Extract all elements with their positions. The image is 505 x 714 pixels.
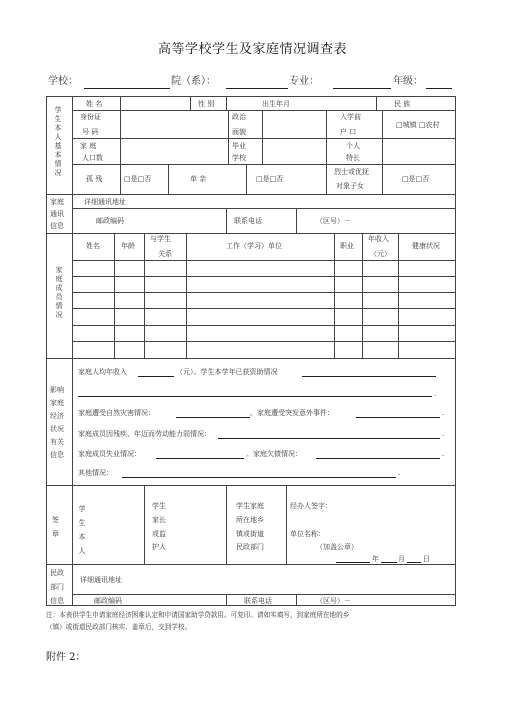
note-line-1: 注：本表供学生申请家庭经济困难认定和申请国家助学贷款用。可复印。请如实填写，到家庭所在地的乡 — [46, 611, 350, 619]
martyr-label-2: 对象子女 — [336, 182, 364, 190]
family-label-1: 家 庭 — [80, 142, 97, 150]
sign-guardian-4: 护人 — [152, 543, 166, 551]
contact-phone-label: 联系电话 — [234, 217, 262, 225]
page-title: 高等学校学生及家庭情况调查表 — [157, 42, 347, 57]
basic-section-label: 学生本人基本情况 — [54, 106, 62, 177]
economy-section-label-5: 有关 — [50, 438, 64, 446]
economy-aid-label: （元）。学生本学年已获资助情况 — [176, 368, 278, 376]
economy-debt-field[interactable] — [316, 458, 440, 459]
sign-student-label: 学生本人 — [78, 505, 86, 555]
civil-section-label-3: 信息 — [50, 597, 64, 605]
economy-income-label: 家庭人均年收入 — [78, 368, 127, 376]
economy-section-label-1: 影响 — [50, 386, 64, 394]
hukou-label-2: 户 口 — [340, 128, 357, 136]
college-label: 院（系）： — [171, 76, 216, 87]
members-income-header-2: （元） — [370, 250, 391, 258]
talent-label-2: 特长 — [346, 154, 360, 162]
sign-seal-label: （加盖公章） — [316, 543, 358, 551]
members-section-label: 家庭成员情况 — [55, 266, 63, 319]
sign-section-label-2: 章 — [52, 530, 59, 538]
school-label: 学校： — [48, 76, 78, 87]
members-relation-header-2: 关系 — [158, 250, 172, 258]
family-label-2: 人口数 — [82, 154, 103, 162]
economy-aid-field-2[interactable] — [78, 396, 432, 397]
school-field[interactable] — [84, 88, 170, 89]
members-work-header: 工作（学习）单位 — [226, 242, 282, 250]
college-field[interactable] — [226, 88, 288, 89]
hukou-label-1: 入学前 — [340, 113, 361, 121]
sign-civil-1: 学生家庭 — [236, 502, 264, 510]
civil-phone-label: 联系电话 — [244, 597, 272, 605]
civil-address-label: 详细通讯地址 — [80, 576, 122, 584]
economy-other-label: 其他情况： — [78, 469, 113, 477]
civil-postcode-label: 邮政编码 — [94, 597, 122, 605]
orphan-label: 孤 残 — [86, 175, 103, 183]
economy-other-field[interactable] — [122, 477, 396, 478]
economy-unemployed-field[interactable] — [156, 458, 244, 459]
sign-year-field[interactable] — [336, 562, 370, 563]
economy-section-label-6: 信息 — [50, 451, 64, 459]
grade-field[interactable] — [426, 88, 452, 89]
martyr-options[interactable]: □是□否 — [402, 175, 430, 183]
economy-section-label-4: 状况 — [50, 425, 64, 433]
sign-year-label: 年 — [372, 555, 379, 563]
economy-section-label-2: 家庭 — [50, 399, 64, 407]
school-grad-label-2: 学校 — [232, 154, 246, 162]
sign-guardian-3: 或监 — [152, 530, 166, 538]
sign-guardian-2: 家长 — [152, 516, 166, 524]
ethnicity-label: 民 族 — [394, 100, 411, 108]
members-job-header: 职业 — [340, 242, 354, 250]
economy-disaster-label: 家庭遭受自然灾害情况： — [78, 409, 155, 417]
grade-label: 年级： — [393, 76, 423, 87]
single-label: 单 亲 — [190, 175, 207, 183]
civil-area-code[interactable]: （区号）－ — [316, 597, 351, 605]
name-label: 姓 名 — [86, 100, 103, 108]
id-label-2: 号 码 — [82, 128, 99, 136]
economy-disaster-field[interactable] — [176, 417, 250, 418]
sign-unit-label: 单位名称： — [290, 530, 325, 538]
economy-unemployed-label: 家庭成员失业情况： — [78, 450, 141, 458]
gender-label: 性 别 — [198, 100, 215, 108]
single-options[interactable]: □是□否 — [256, 175, 284, 183]
birth-label: 出生年月 — [262, 100, 290, 108]
major-label: 专业： — [289, 76, 319, 87]
sign-section-label-1: 签 — [52, 516, 59, 524]
political-label-1: 政治 — [232, 113, 246, 121]
sign-day-label: 日 — [423, 555, 430, 563]
members-health-header: 健康状况 — [412, 242, 440, 250]
political-label-2: 面貌 — [232, 128, 246, 136]
contact-section-label-2: 通讯 — [50, 210, 64, 218]
civil-section-label-1: 民政 — [50, 569, 64, 577]
talent-label-1: 个人 — [346, 142, 360, 150]
economy-section-label-3: 经济 — [50, 412, 64, 420]
contact-section-label-1: 家庭 — [50, 198, 64, 206]
sign-month-field[interactable] — [381, 562, 397, 563]
school-grad-label-1: 毕业 — [232, 142, 246, 150]
sign-civil-2: 所在地乡 — [236, 516, 264, 524]
orphan-options[interactable]: □是□否 — [124, 175, 152, 183]
contact-area-code[interactable]: （区号）－ — [316, 217, 351, 225]
sign-civil-3: 镇或街道 — [236, 530, 264, 538]
members-relation-header-1: 与学生 — [150, 235, 171, 243]
contact-postcode-label: 邮政编码 — [96, 217, 124, 225]
economy-income-field[interactable] — [138, 376, 174, 377]
economy-accident-label: 。家庭遭受突发意外事件： — [250, 409, 334, 417]
contact-address-label: 详细通讯地址 — [84, 198, 126, 206]
hukou-options[interactable]: □城镇 □农村 — [396, 121, 440, 129]
note-line-2: （镇）或街道民政部门核实、盖章后，交到学校。 — [46, 623, 192, 631]
economy-aid-field[interactable] — [302, 376, 436, 377]
civil-section-label-2: 部门 — [50, 583, 64, 591]
major-field[interactable] — [333, 88, 391, 89]
sign-day-field[interactable] — [407, 562, 421, 563]
id-label-1: 身份证 — [80, 113, 101, 121]
economy-disability-label: 家庭成员因残疾、年迈而劳动能力弱情况： — [78, 430, 211, 438]
economy-accident-field[interactable] — [356, 417, 440, 418]
attachment-label: 附件 2： — [46, 652, 86, 663]
members-income-header-1: 年收入 — [368, 235, 389, 243]
sign-civil-4: 民政部门 — [236, 543, 264, 551]
sign-handler-label: 经办人签字： — [290, 502, 332, 510]
economy-debt-label: 。家庭欠债情况： — [246, 450, 302, 458]
contact-section-label-3: 信息 — [50, 222, 64, 230]
sign-month-label: 月 — [398, 555, 405, 563]
martyr-label-1: 烈士或优抚 — [334, 168, 369, 176]
members-name-header: 姓名 — [86, 242, 100, 250]
economy-disability-field[interactable] — [218, 438, 440, 439]
members-age-header: 年龄 — [121, 242, 135, 250]
sign-guardian-1: 学生 — [152, 502, 166, 510]
